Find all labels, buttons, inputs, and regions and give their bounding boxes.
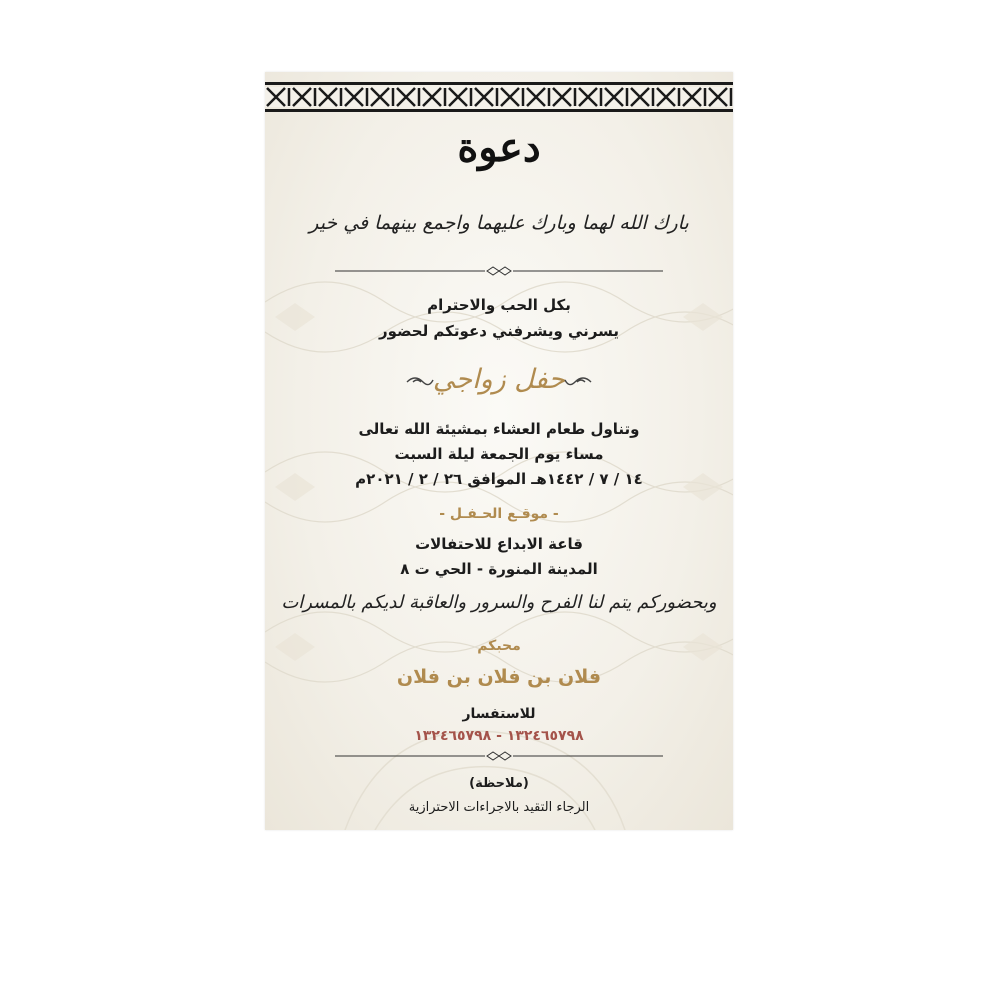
- intro-line-1: بكل الحب والاحترام: [427, 296, 571, 314]
- day-line: مساء يوم الجمعة ليلة السبت: [394, 445, 604, 463]
- invitation-title: دعوة: [457, 124, 541, 171]
- right-swirl-ornament: [563, 372, 593, 392]
- decorative-top-border: [265, 82, 733, 112]
- inquiry-label: للاستفسار: [462, 706, 536, 722]
- lovers-label: محبكم: [477, 638, 521, 654]
- bottom-divider: [265, 748, 733, 764]
- intro-line-2: يسرني ويشرفني دعوتكم لحضور: [378, 322, 620, 340]
- host-name: فلان بن فلان بن فلان: [396, 666, 602, 688]
- note-text: الرجاء التقيد بالاجراءات الاحترازية: [408, 800, 590, 815]
- closing-calligraphy: وبحضوركم يتم لنا الفرح والسرور والعاقبة لديكم بالمسرات: [281, 592, 717, 613]
- event-title: حفل زواجي: [432, 364, 566, 395]
- location-heading: - موقـع الحـفـل -: [439, 506, 559, 522]
- blessing-calligraphy: بارك الله لهما وبارك عليهما واجمع بينهما في خير: [309, 212, 689, 234]
- date-line: ١٤ / ٧ / ١٤٤٢هـ الموافق ٢٦ / ٢ / ٢٠٢١م: [355, 470, 643, 488]
- dinner-line: وتناول طعام العشاء بمشيئة الله تعالى: [358, 420, 640, 438]
- note-heading: (ملاحظة): [469, 776, 529, 791]
- phone-numbers: ١٣٢٤٦٥٧٩٨ - ١٣٢٤٦٥٧٩٨: [414, 728, 584, 744]
- venue-name: قاعة الابداع للاحتفالات: [415, 535, 583, 553]
- invitation-card: [265, 72, 733, 830]
- venue-city: المدينة المنورة - الحي ت ٨: [400, 560, 598, 578]
- top-divider: [265, 263, 733, 279]
